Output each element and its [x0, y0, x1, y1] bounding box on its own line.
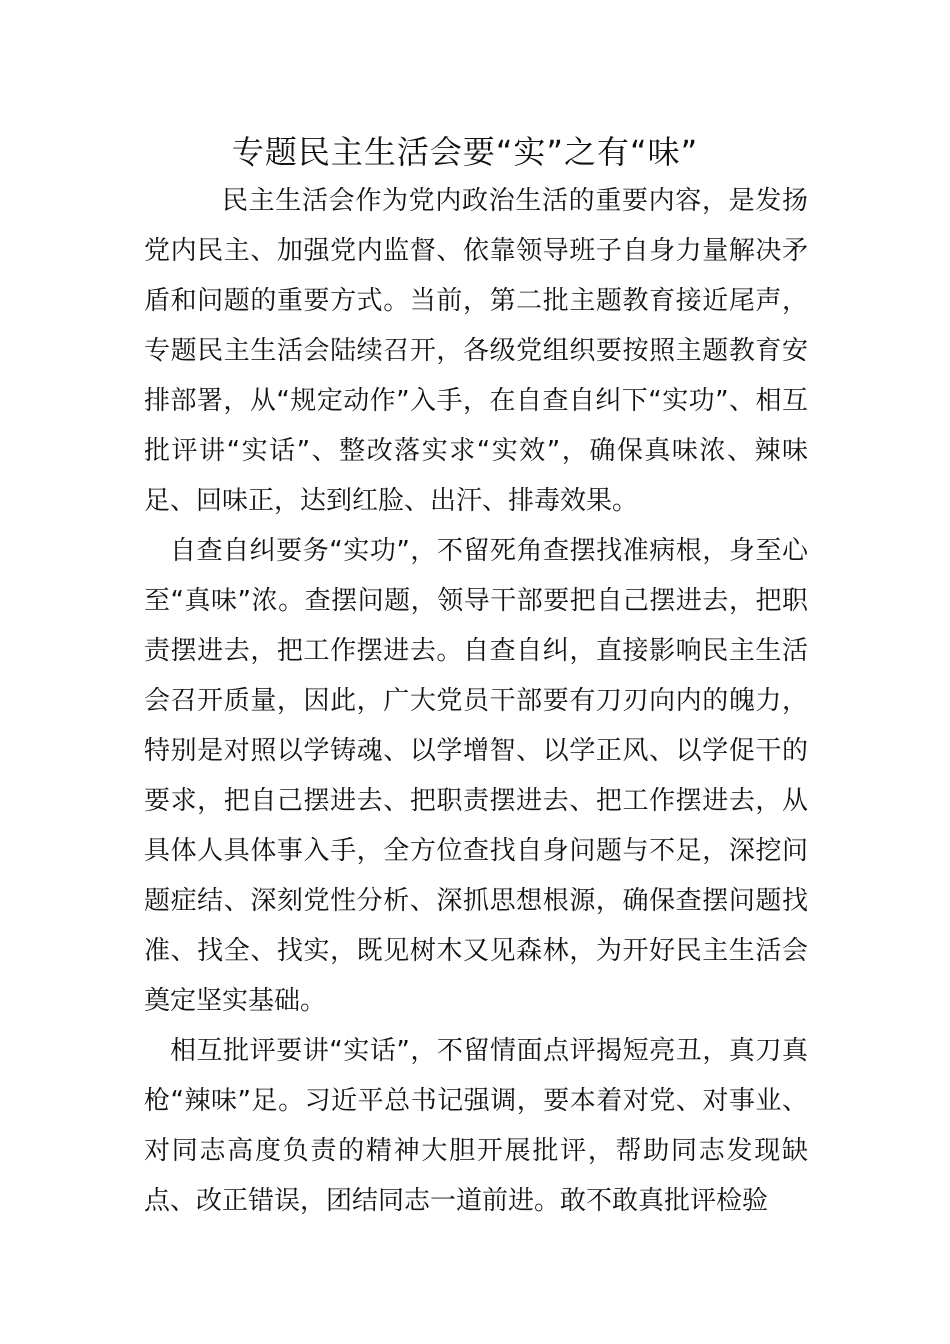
document-title: 专题民主生活会要“实”之有“味”: [231, 133, 699, 171]
paragraph-intro: 民主生活会作为党内政治生活的重要内容，是发扬党内民主、加强党内监督、依靠领导班子自身力量解决矛盾和问题的重要方式。当前，第二批主题教育接近尾声，专题民主生活会陆续召开，各级党组织要按照主题教育安排部署，从“规定动作”入手，在自查自纠下“实功”、相互批评讲“实话”、整改落实求“实效”，确保真味浓、辣味足、回味正，达到红脸、出汗、排毒效果。: [144, 186, 808, 516]
paragraph-self-check: 自查自纠要务“实功”，不留死角查摆找准病根，身至心至“真味”浓。查摆问题，领导干部要把自己摆进去，把职责摆进去，把工作摆进去。自查自纠，直接影响民主生活会召开质量，因此，广大党员干部要有刀刃向内的魄力，特别是对照以学铸魂、以学增智、以学正风、以学促干的要求，把自己摆进去、把职责摆进去、把工作摆进去，从具体人具体事入手，全方位查找自身问题与不足，深挖问题症结、深刻党性分析、深抓思想根源，确保查摆问题找准、找全、找实，既见树木又见森林，为开好民主生活会奠定坚实基础。: [144, 536, 808, 1016]
document-body: [144, 176, 808, 1226]
paragraph-mutual-criticism: 相互批评要讲“实话”，不留情面点评揭短亮丑，真刀真枪“辣味”足。习近平总书记强调，要本着对党、对事业、对同志高度负责的精神大胆开展批评，帮助同志发现缺点、改正错误，团结同志一道前进。敢不敢真批评检验: [144, 1036, 808, 1216]
